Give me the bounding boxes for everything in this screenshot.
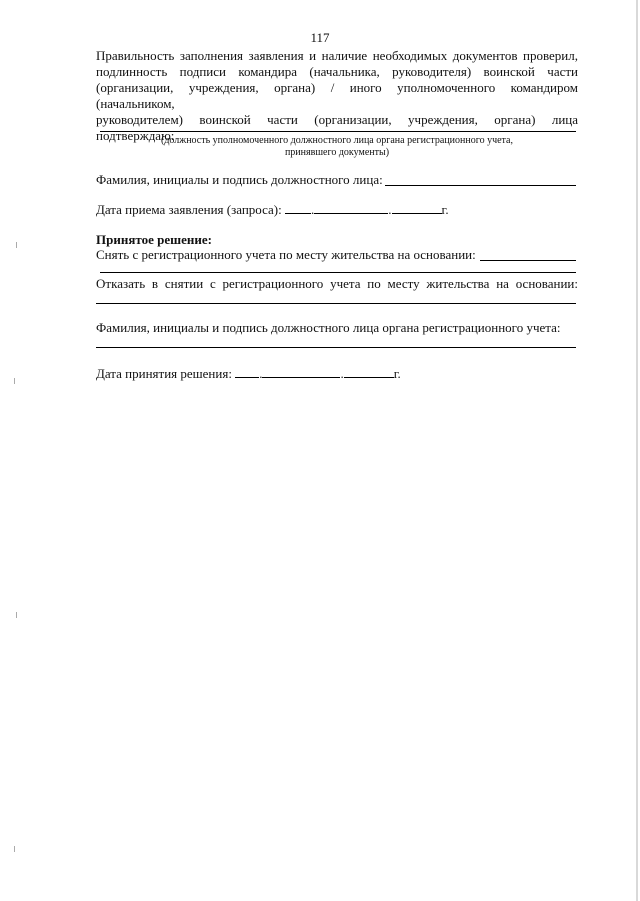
registration-official-label: Фамилия, инициалы и подпись должностного лица органа регистрационного учета:: [96, 320, 561, 335]
remove-registration-label: Снять с регистрационного учета по месту жительства на основании:: [96, 247, 476, 262]
page-number: 117: [310, 30, 330, 45]
official-signature-field[interactable]: [385, 185, 576, 186]
page-edge: [636, 0, 638, 901]
scan-mark: [16, 242, 17, 248]
refuse-registration-row: [96, 276, 578, 292]
decision-date-row: [96, 366, 578, 382]
scan-mark: [14, 846, 15, 852]
date-separator: .: [388, 202, 392, 217]
date-separator: .: [311, 202, 315, 217]
remove-registration-field[interactable]: [480, 260, 576, 261]
decision-date-day-field[interactable]: [235, 366, 259, 378]
application-date-text: [96, 202, 449, 218]
refuse-registration-field[interactable]: [96, 303, 576, 304]
decision-date-year-field[interactable]: [344, 366, 394, 378]
registration-official-row: [96, 320, 578, 336]
year-suffix: г.: [441, 202, 449, 217]
scan-mark: [14, 378, 15, 384]
registration-official-field[interactable]: [96, 347, 576, 348]
verification-line: руководителем) воинской части (организации, учреждения, органа) лица подтверждаю:: [96, 112, 578, 143]
date-separator: .: [259, 366, 263, 381]
decision-date-label: Дата принятия решения:: [96, 366, 232, 381]
refuse-registration-label: Отказать в снятии с регистрационного учета по месту жительства на основании:: [96, 276, 578, 291]
decision-heading: [96, 232, 578, 248]
application-date-label: Дата приема заявления (запроса):: [96, 202, 282, 217]
position-caption: [96, 135, 578, 159]
scan-mark: [16, 612, 17, 618]
official-signature-row: [96, 172, 578, 188]
date-separator: .: [340, 366, 344, 381]
decision-date-text: [96, 366, 401, 382]
decision-date-month-field[interactable]: [262, 366, 340, 378]
application-date-day-field[interactable]: [285, 202, 311, 214]
application-date-year-field[interactable]: [392, 202, 442, 214]
application-date-month-field[interactable]: [314, 202, 388, 214]
remove-registration-row: [96, 247, 578, 263]
verification-line: Правильность заполнения заявления и наличие необходимых документов проверил,: [96, 48, 578, 63]
remove-registration-extra-line[interactable]: [100, 272, 576, 273]
verification-line: подлинность подписи командира (начальника, руководителя) воинской части: [96, 64, 578, 79]
decision-heading-text: Принятое решение:: [96, 232, 212, 247]
verification-paragraph: [96, 48, 578, 144]
verification-line: (организации, учреждения, органа) / иного уполномоченного командиром (начальником,: [96, 80, 578, 111]
year-suffix: г.: [393, 366, 401, 381]
official-signature-label: Фамилия, инициалы и подпись должностного лица:: [96, 172, 383, 187]
application-date-row: [96, 202, 578, 218]
caption-line: (должность уполномоченного должностного лица органа регистрационного учета,: [161, 135, 513, 146]
position-signature-line[interactable]: [100, 131, 576, 132]
caption-line: принявшего документы): [284, 147, 390, 158]
